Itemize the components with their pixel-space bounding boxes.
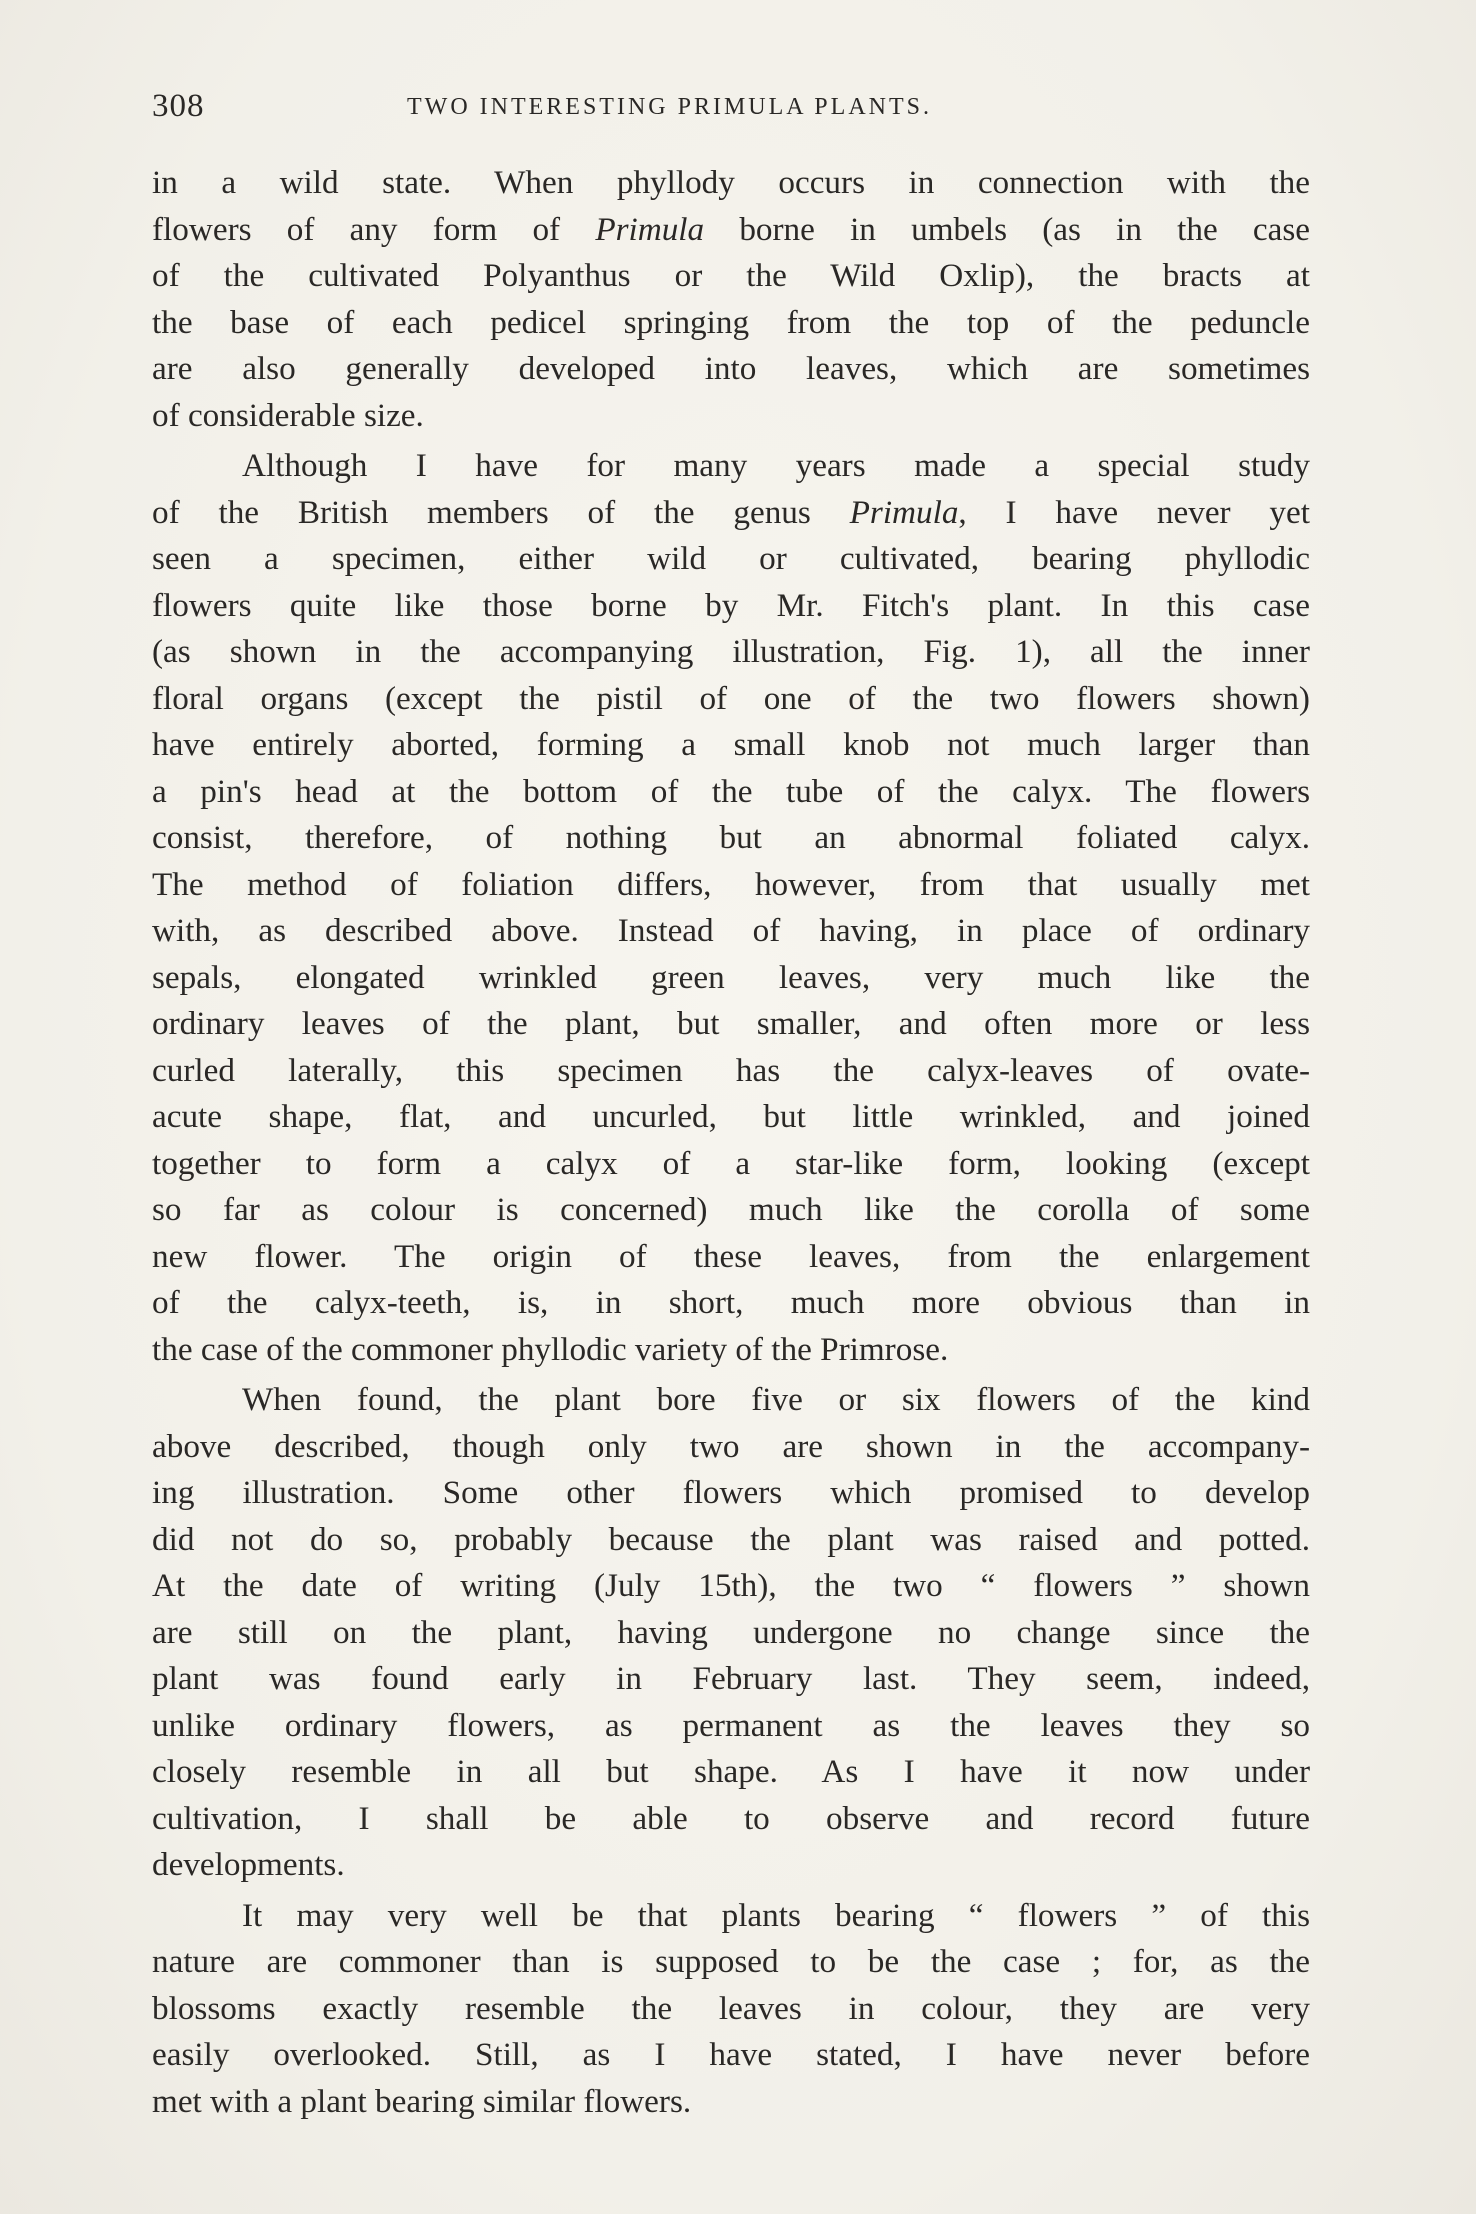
text-line: nature are commoner than is supposed to be the case ; for, as the bbox=[152, 1943, 1310, 1980]
text-line: are still on the plant, having undergone no change since the bbox=[152, 1613, 1310, 1651]
text-line: Although I have for many years made a special study bbox=[242, 447, 1310, 484]
text-line: consist, therefore, of nothing but an abnormal foliated calyx. bbox=[152, 819, 1310, 856]
text-line: have entirely aborted, forming a small knob not much larger than bbox=[152, 726, 1310, 763]
text-line: flowers quite like those borne by Mr. Fitch's plant. In this case bbox=[152, 586, 1310, 624]
text-line: acute shape, flat, and uncurled, but little wrinkled, and joined bbox=[152, 1098, 1310, 1135]
text-line: curled laterally, this specimen has the calyx-leaves of ovate- bbox=[152, 1051, 1310, 1089]
text-line: (as shown in the accompanying illustration, Fig. 1), all the inner bbox=[152, 633, 1310, 670]
text-line: unlike ordinary flowers, as permanent as the leaves they so bbox=[152, 1706, 1310, 1744]
text-line: ordinary leaves of the plant, but smaller, and often more or less bbox=[152, 1005, 1310, 1042]
text-line: plant was found early in February last. They seem, indeed, bbox=[152, 1660, 1310, 1697]
text-line: closely resemble in all but shape. As I have it now under bbox=[152, 1753, 1310, 1790]
text-line: seen a specimen, either wild or cultivated, bearing phyllodic bbox=[152, 540, 1310, 577]
paragraph-2 bbox=[152, 443, 1310, 1373]
text-line: floral organs (except the pistil of one of the two flowers shown) bbox=[152, 679, 1310, 717]
text-line: It may very well be that plants bearing “ flowers ” of this bbox=[242, 1896, 1310, 1934]
text-line: ing illustration. Some other flowers which promised to develop bbox=[152, 1474, 1310, 1511]
text-line: At the date of writing (July 15th), the two “ flowers ” shown bbox=[152, 1567, 1310, 1604]
text-line: of the cultivated Polyanthus or the Wild Oxlip), the bracts at bbox=[152, 257, 1310, 294]
page-header bbox=[152, 88, 1322, 132]
text-line: of considerable size. bbox=[152, 396, 424, 434]
text-line: cultivation, I shall be able to observe and record future bbox=[152, 1799, 1310, 1837]
body-text bbox=[152, 160, 1310, 2129]
text-line: the case of the commoner phyllodic variety of the Primrose. bbox=[152, 1330, 949, 1368]
text-line: did not do so, probably because the plant was raised and potted. bbox=[152, 1520, 1310, 1558]
text-line: sepals, elongated wrinkled green leaves, very much like the bbox=[152, 958, 1310, 996]
text-line: the base of each pedicel springing from the top of the peduncle bbox=[152, 303, 1310, 341]
text-line: so far as colour is concerned) much like the corolla of some bbox=[152, 1191, 1310, 1228]
paragraph-3 bbox=[152, 1377, 1310, 1889]
text-line: a pin's head at the bottom of the tube of the calyx. The flowers bbox=[152, 772, 1310, 810]
text-line: met with a plant bearing similar flowers. bbox=[152, 2082, 692, 2120]
text-line: are also generally developed into leaves, which are sometimes bbox=[152, 350, 1310, 387]
page-number: 308 bbox=[152, 88, 205, 124]
text-line: easily overlooked. Still, as I have stated, I have never before bbox=[152, 2036, 1310, 2073]
text-line: with, as described above. Instead of having, in place of ordinary bbox=[152, 912, 1310, 949]
text-line: flowers of any form of Primula borne in umbels (as in the case bbox=[152, 210, 1310, 248]
text-line: When found, the plant bore five or six flowers of the kind bbox=[242, 1381, 1310, 1418]
text-line: developments. bbox=[152, 1846, 345, 1883]
text-line: of the British members of the genus Primula, I have never yet bbox=[152, 493, 1310, 531]
text-line: of the calyx-teeth, is, in short, much more obvious than in bbox=[152, 1284, 1310, 1321]
text-line: The method of foliation differs, however, from that usually met bbox=[152, 865, 1310, 903]
paragraph-4 bbox=[152, 1893, 1310, 2126]
text-line: in a wild state. When phyllody occurs in connection with the bbox=[152, 164, 1310, 201]
text-line: new flower. The origin of these leaves, from the enlargement bbox=[152, 1237, 1310, 1275]
running-title: TWO INTERESTING PRIMULA PLANTS. bbox=[407, 94, 932, 120]
text-line: blossoms exactly resemble the leaves in colour, they are very bbox=[152, 1989, 1310, 2027]
text-line: above described, though only two are shown in the accompany- bbox=[152, 1427, 1310, 1465]
paragraph-1 bbox=[152, 160, 1310, 439]
text-line: together to form a calyx of a star-like form, looking (except bbox=[152, 1144, 1310, 1182]
